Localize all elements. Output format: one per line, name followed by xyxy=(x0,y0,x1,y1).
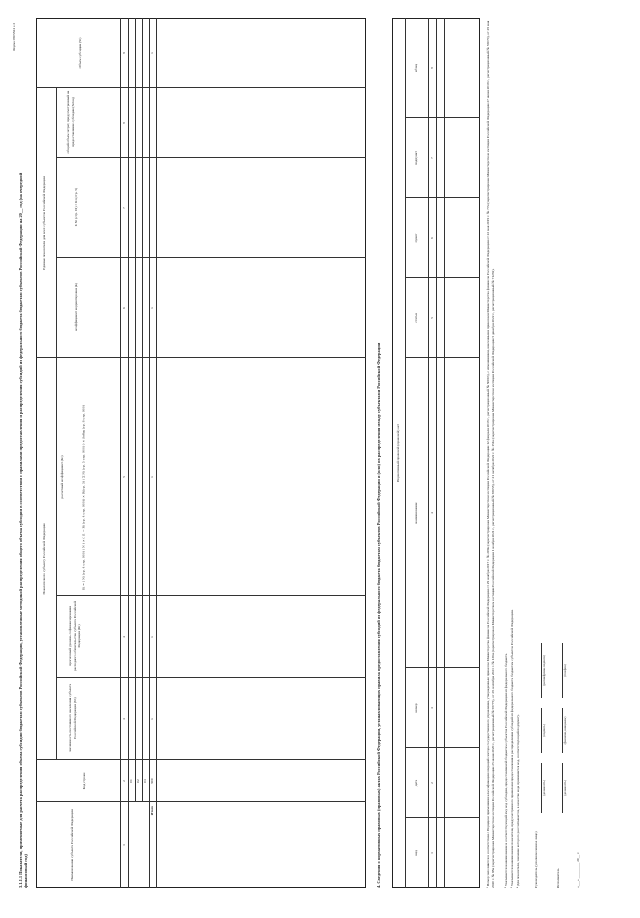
colnum-6: 6 xyxy=(122,307,126,309)
exec-fio: (фамилия, инициалы) xyxy=(563,716,567,745)
col-header-ki: расчетный коэффициент (Ki) xyxy=(60,455,64,499)
sig-signature: (подпись) xyxy=(542,724,546,737)
section4-title: 4. Сведения о нормативных правовых (правовых) актах Российской Федерации, устанавливающих правила предоставления субсидий из федерального бюджета бюджетам субъектов Российской Федерации и (или) их распределения между субъектами Российской Федерации xyxy=(376,342,381,888)
s4-colnum-4: 4 xyxy=(430,512,434,514)
footnote-4: ⁴ Для показателя, значение которого рассчитывается, в качестве кода применяется код, соответствующий подпункту. xyxy=(516,714,520,888)
s4-col-number: номер xyxy=(414,703,418,713)
col-header-k: коэффициент корректировки (k) xyxy=(74,283,78,331)
s4-colnum-6: 6 xyxy=(430,237,434,239)
col-header-sum: Σ Ni (стр. 01) × Ri (стр. 5) xyxy=(74,187,78,227)
group-header-subject: Показатели по субъекту Российской Федерации xyxy=(42,523,46,595)
signature-head-label: Руководитель (уполномоченное лицо) xyxy=(534,831,538,888)
s4-col-subpoint: подпункт xyxy=(414,151,418,165)
col-header-ri: прогнозный уровень софинансирования расходного обязательства субъекта Российской Федерации (Ri) xyxy=(68,600,82,672)
s4-col-point: пункт xyxy=(414,233,418,243)
total-label: Итого xyxy=(150,806,154,816)
colnum-5: 5 xyxy=(122,476,126,478)
footnote-1: ¹ Номер заполняется в соответствии с Порядком применения классификации операций сектора государственного управления, утвержденным приказом Министерства финансов Российской Федерации от 29 ноября 2017 г. № 209н (зарегистрирован Министерством юстиции Российской Федерации 12 февраля 2018 г., регистрационный № 50003), с изменениями, внесенными приказами Министерства финансов Российской Федерации от 22 мая 2019 г. № 77н (зарегистрирован Министерством юстиции Российской Федерации 27 июня 2019 г., регистрационный № 55070), от 29 мая 2020 г. № 98н (зарегистрирован Министерством юстиции Российской Федерации 25 июня 2020 г., регистрационный № 58775), от 29 сентября 2021 г. № 136н (зарегистрирован Министерством юстиции Российской Федерации 1 ноября 2021 г., регистрационный № 65658), от 21 октября 2022 г. № 151н (зарегистрирован Министерством юстиции Российской Федерации 5 декабря 2022 г., регистрационный № 71282). xyxy=(486,20,495,888)
total-code: 900 xyxy=(150,778,154,784)
s4-colnum-7: 7 xyxy=(430,157,434,159)
s4-colnum-3: 3 xyxy=(430,707,434,709)
row-code-02: 02 xyxy=(136,779,140,783)
coefficient-formula: Ki = ( Ni (гр. 4 стр. 900) / N ) × ( (1 − Ri (гр. 4 стр. 900)) × Ri(гр. 5) / Σ Ni (гр. 5 стр. 900) ) × Sобщ (гр. 8 стр. 900) xyxy=(82,404,86,590)
sig-position: (должность) xyxy=(542,780,546,796)
s4-colnum-8: 8 xyxy=(430,67,434,69)
s4-col-name: наименование xyxy=(414,502,418,524)
signature-date: «___» _________ 20__ г. xyxy=(576,851,580,888)
row-code-03: 03 xyxy=(143,779,147,783)
col-header-name: Наименование субъекта Российской Федерации xyxy=(70,809,74,881)
total-mark-5: х xyxy=(150,476,154,478)
colnum-8: 8 xyxy=(122,122,126,124)
group-header-total: Единые показатели для всех субъектов Российской Федерации xyxy=(42,176,46,270)
footnote-3: ³ Указывается наименование показателя, предусмотренного правилами предоставления и распределения субсидий из федерального бюджета бюджетам субъектов Российской Федерации. xyxy=(510,609,514,888)
colnum-9: 9 xyxy=(122,52,126,54)
s4-group-header: Нормативный правовой (правовой) акт xyxy=(396,423,400,483)
section3-title: 3.1.1.1 Показатели, применяемые для расчета распределения объема субсидии бюджетам субъектов Российской Федерации, установленные методикой распределения общего объема субсидии в соответствии с правилами предоставления и распределения субсидий из федерального бюджета бюджетам субъектов Российской Федерации на 20__ год (на очередной финансовый год) xyxy=(18,172,29,888)
row-code-01: 01 xyxy=(129,779,133,783)
s4-col-article: статья xyxy=(414,313,418,323)
sig-fio: (расшифровка подписи) xyxy=(542,655,546,686)
form-code: Форма 0505824 с.3 xyxy=(12,23,16,52)
exec-position: (должность) xyxy=(563,780,567,796)
s4-colnum-5: 5 xyxy=(430,317,434,319)
col-header-code: Код строки xyxy=(82,772,86,790)
colnum-2: 2 xyxy=(122,780,126,782)
footnote-2: ² Указывается наименование и соответствующий ему код субсидии, предоставляемой бюджетам субъектов Российской Федерации из федерального бюджета. xyxy=(504,652,508,888)
colnum-3: 3 xyxy=(122,718,126,720)
col-header-subsidy: Объем субсидии (Si) xyxy=(78,37,82,69)
s4-colnum-2: 2 xyxy=(430,782,434,784)
s4-colnum-1: 1 xyxy=(430,852,434,854)
col-header-volume: общий объем затрат, предусмотренный на предоставление субсидии (Sobщ) xyxy=(66,90,75,154)
total-mark-3: х xyxy=(150,718,154,720)
s4-col-vid: вид xyxy=(414,850,418,856)
signature-executor-label: Исполнитель xyxy=(556,868,560,888)
total-mark-6: х xyxy=(150,307,154,309)
s4-col-paragraph: абзац xyxy=(414,63,418,73)
total-mark-4: х xyxy=(150,636,154,638)
col-header-ni: численность постоянного населения субъекта Российской Федерации (Ni) xyxy=(68,683,77,753)
colnum-7: 7 xyxy=(122,207,126,209)
colnum-1: 1 xyxy=(122,844,126,846)
s4-col-date: дата xyxy=(414,779,418,787)
total-mark-9: х xyxy=(150,52,154,54)
exec-phone: (телефон) xyxy=(563,664,567,677)
colnum-4: 4 xyxy=(122,636,126,638)
